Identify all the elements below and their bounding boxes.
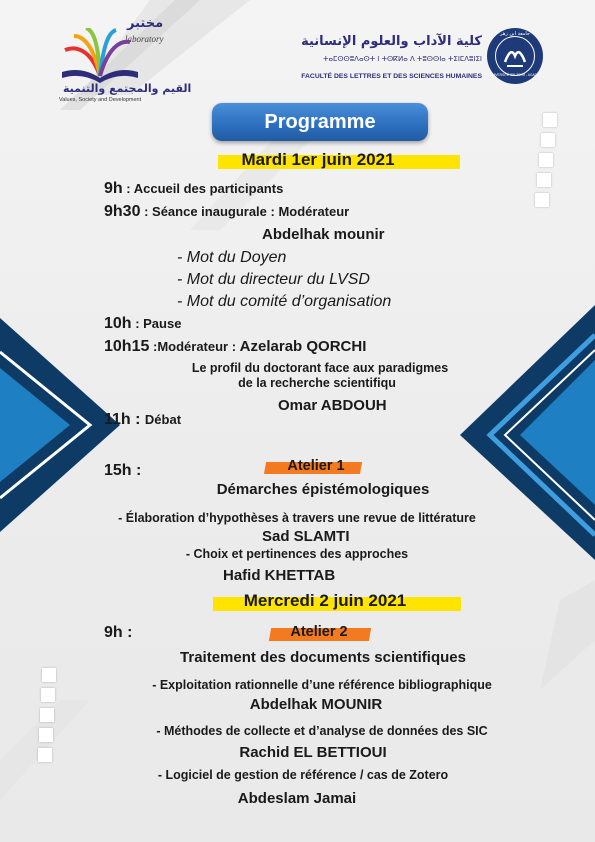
bullet-item: - Mot du directeur du LVSD	[177, 271, 370, 288]
programme-title-box	[212, 103, 428, 141]
faculty-header	[292, 32, 482, 92]
seal-arabic-text: جامعة ابن زهر	[500, 31, 530, 37]
atelier2-time: 9h :	[104, 624, 133, 641]
talk-title: - Choix et pertinences des approches	[185, 547, 409, 561]
programme-title: Programme	[264, 111, 376, 133]
day1-date: Mardi 1er juin 2021	[241, 150, 395, 169]
lab-laboratory-label: laboratory	[125, 34, 164, 44]
speaker-name: Rachid EL BETTIOUI	[239, 744, 387, 761]
atelier2-title: Traitement des documents scientifiques	[180, 649, 466, 666]
atelier1-title: Démarches épistémologiques	[216, 481, 430, 498]
talk-title-line2: de la recherche scientifiqu	[238, 376, 396, 390]
atelier1-time: 15h :	[104, 462, 142, 479]
talk-title: - Exploitation rationnelle d’une référence bibliographique	[152, 678, 492, 692]
speaker-name: Omar ABDOUH	[278, 397, 387, 414]
talk-title: - Méthodes de collecte et d’analyse de données des SIC	[156, 724, 488, 738]
speaker-name: Abdelhak mounir	[262, 226, 385, 243]
schedule-item: 10h15 :Modérateur : Azelarab QORCHI	[104, 338, 367, 355]
speaker-name: Sad SLAMTI	[262, 528, 350, 545]
schedule-item: 11h : Débat	[104, 411, 182, 428]
lab-english-name: Values, Society and Development	[59, 97, 142, 103]
faculty-french: FACULTÉ DES LETTRES ET DES SCIENCES HUMAINES	[301, 73, 482, 80]
lab-arabic-top: مختبر	[127, 16, 164, 31]
book-icon	[60, 28, 140, 83]
seal-emblem-icon	[501, 42, 529, 70]
university-seal	[487, 28, 543, 84]
talk-title-line1: Le profil du doctorant face aux paradigmes	[191, 361, 449, 375]
talk-title: - Logiciel de gestion de référence / cas de Zotero	[157, 768, 449, 782]
schedule-item: 9h30 : Séance inaugurale : Modérateur	[104, 203, 350, 220]
day2-date: Mercredi 2 juin 2021	[243, 591, 407, 610]
bullet-item: - Mot du comité d’organisation	[177, 293, 392, 310]
schedule-item: 9h : Accueil des participants	[104, 180, 284, 197]
schedule-item: 10h : Pause	[104, 315, 182, 332]
atelier2-label: Atelier 2	[290, 624, 348, 640]
seal-text: UNIVERSITÉ IBN ZOHR - AGADIR	[489, 73, 541, 77]
talk-title: - Élaboration d’hypothèses à travers une revue de littérature	[118, 511, 476, 525]
speaker-name: Abdeslam Jamai	[237, 790, 357, 807]
speaker-name: Hafid KHETTAB	[223, 567, 336, 584]
faculty-arabic: كلية الآداب والعلوم الإنسانية	[301, 34, 482, 49]
bullet-item: - Mot du Doyen	[177, 249, 287, 266]
lab-arabic-name: القيم والمجتمع والتنمية	[63, 82, 192, 95]
speaker-name: Abdelhak MOUNIR	[249, 696, 383, 713]
atelier1-label: Atelier 1	[287, 458, 345, 474]
lab-logo	[55, 12, 192, 107]
faculty-tifinagh: ⵜⴰⵎⵙⵙⵓⴷⴰⵙⵜ ⵏ ⵜⵙⴽⵍⴰ ⴷ ⵜⵓⵙⵙⵏⴰ ⵜⵉⵏⵎⴷⵓⵏⵉⵏ	[323, 55, 482, 63]
